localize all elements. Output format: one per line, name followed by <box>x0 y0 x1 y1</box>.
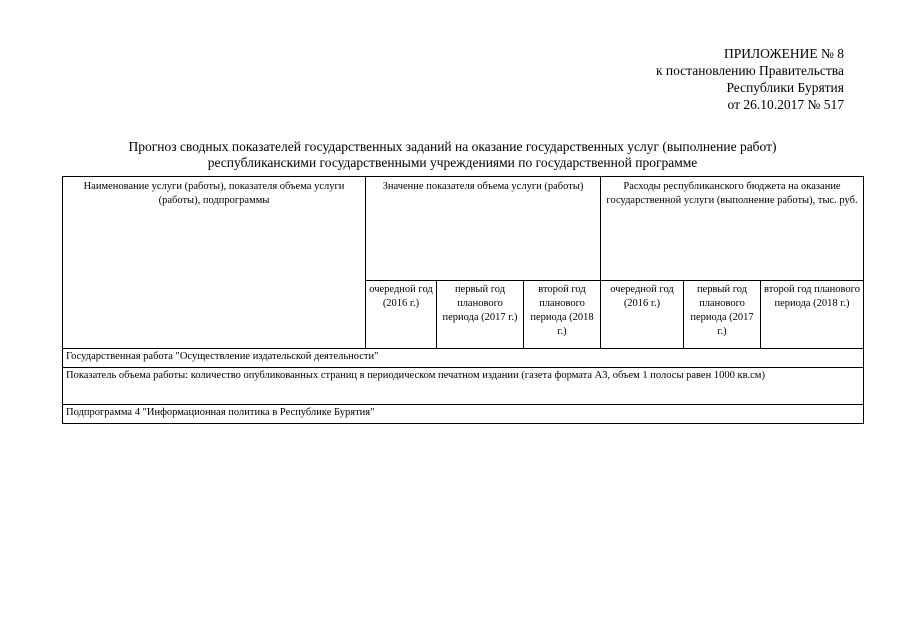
appendix-block <box>656 45 844 113</box>
appendix-date-number: от 26.10.2017 № 517 <box>727 97 844 112</box>
table-row <box>63 405 864 424</box>
expense-current-year-header: очередной год (2016 г.) <box>601 281 684 349</box>
volume-current-year-header: очередной год (2016 г.) <box>366 281 437 349</box>
work-section-cell: Государственная работа "Осуществление издательской деятельности" <box>63 349 864 368</box>
volume-indicator-cell: Показатель объема работы: количество опубликованных страниц в периодическом печатном издании (газета формата А3, объем 1 полосы равен 1000 кв.см) <box>63 368 864 405</box>
subprogram-cell: Подпрограмма 4 "Информационная политика в Республике Бурятия" <box>63 405 864 424</box>
appendix-republic: Республики Бурятия <box>726 80 844 95</box>
document-title <box>62 139 843 171</box>
volume-first-plan-year-header: первый год планового периода (2017 г.) <box>437 281 524 349</box>
volume-group-header <box>366 177 601 281</box>
expense-group-header-text: Расходы республиканского бюджета на оказание государственной услуги (выполнение работы), тыс. руб. <box>606 181 858 206</box>
document-title-line-1: Прогноз сводных показателей государственных заданий на оказание государственных услуг (выполнение работ) <box>128 139 777 154</box>
table-row <box>63 368 864 405</box>
table-header-row <box>63 177 864 281</box>
expense-group-header <box>601 177 864 281</box>
appendix-title: ПРИЛОЖЕНИЕ № 8 <box>723 46 844 61</box>
name-column-header <box>63 177 366 349</box>
volume-group-header-text: Значение показателя объема услуги (работы) <box>382 181 584 192</box>
volume-second-plan-year-header: второй год планового периода (2018 г.) <box>524 281 601 349</box>
appendix-reference: к постановлению Правительства <box>655 63 844 78</box>
table-row <box>63 349 864 368</box>
expense-second-plan-year-header: второй год планового периода (2018 г.) <box>761 281 864 349</box>
expense-first-plan-year-header: первый год планового периода (2017 г.) <box>684 281 761 349</box>
document-title-line-2: республиканскими государственными учреждениями по государственной программе <box>207 155 698 170</box>
name-column-header-text: Наименование услуги (работы), показателя объема услуги (работы), подпрограммы <box>83 181 345 206</box>
forecast-table <box>62 176 864 424</box>
